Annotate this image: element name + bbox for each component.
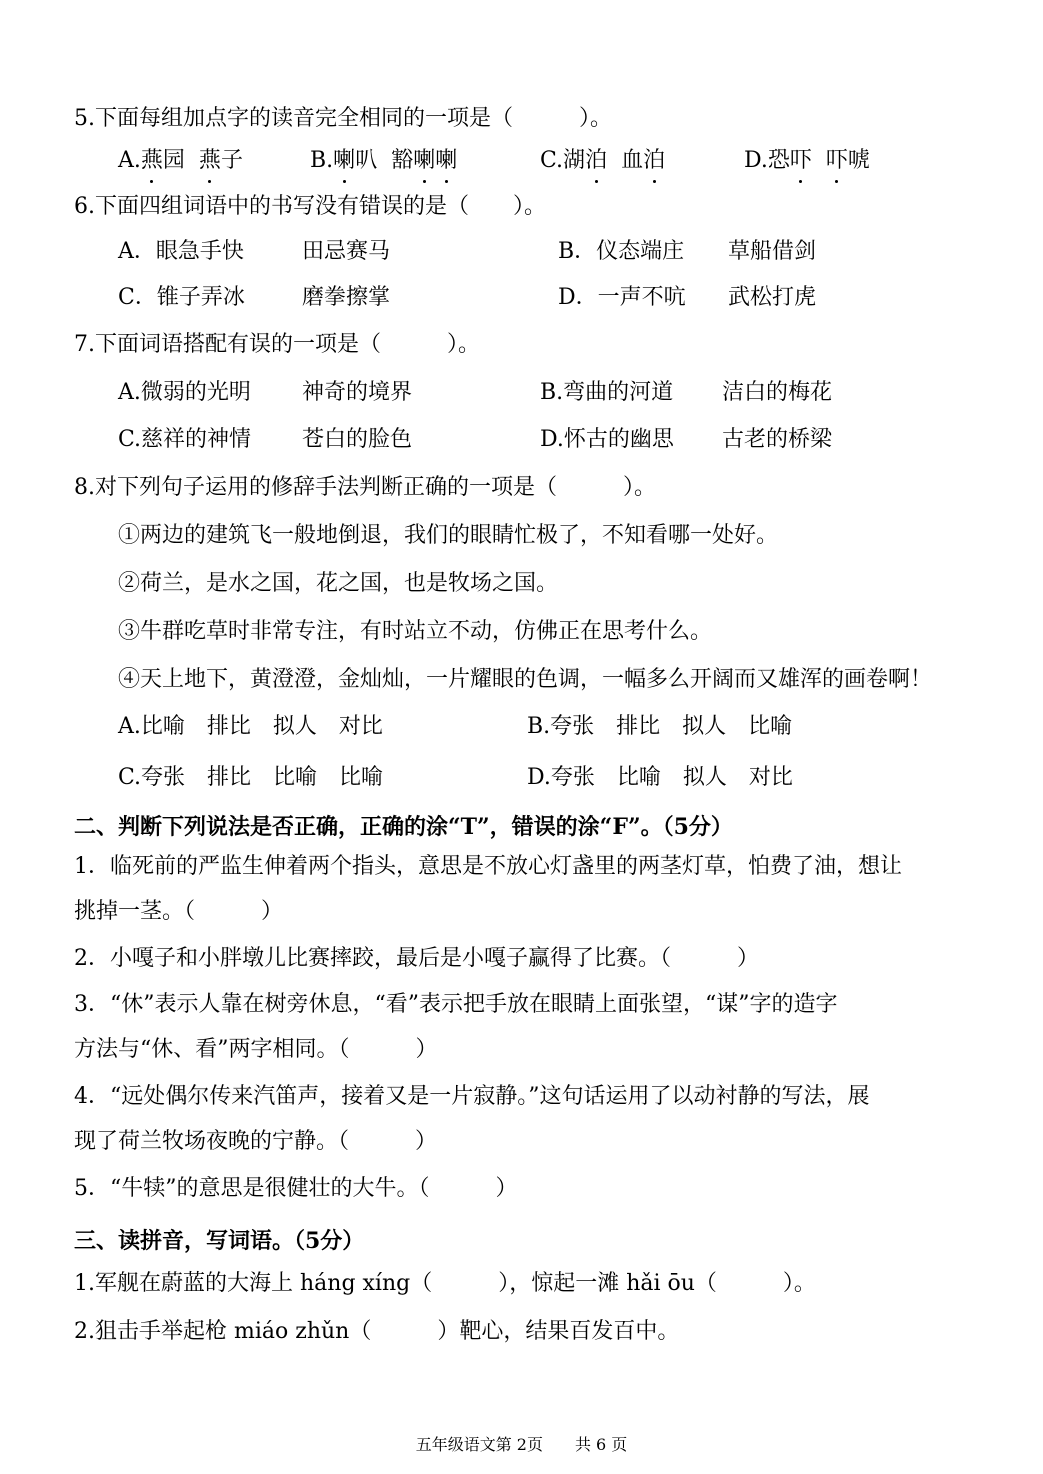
question-6-option-c-word1: C．锥子弄冰 <box>118 285 245 310</box>
section-3-title: 三、读拼音，写词语。（5分） <box>74 1228 365 1254</box>
section-2-item-1-line-2: 挑掉一茎。（ ） <box>74 899 284 924</box>
dotted-char: 燕 <box>199 146 221 176</box>
section-2-item-2: 2．小嘎子和小胖墩儿比赛摔跤，最后是小嘎子赢得了比赛。（ ） <box>74 946 759 971</box>
question-8-option-a: A.比喻 排比 拟人 对比 <box>118 714 383 739</box>
question-6-option-b-word2: 草船借剑 <box>728 239 817 264</box>
section-2-item-4-line-2: 现了荷兰牧场夜晚的宁静。（ ） <box>74 1129 438 1154</box>
question-7-option-c-word1: C.慈祥的神情 <box>118 427 252 452</box>
dotted-char: 燕 <box>141 146 163 176</box>
question-5-option-b <box>310 146 457 176</box>
question-5-option-a <box>118 146 243 176</box>
dotted-char: 吓 <box>790 146 812 176</box>
question-6-option-c-word2: 磨拳擦掌 <box>302 285 391 310</box>
plain-char: 恐 <box>767 148 790 173</box>
question-7-option-a-word1: A.微弱的光明 <box>118 380 251 405</box>
question-7-option-c-word2: 苍白的脸色 <box>302 427 413 452</box>
section-2-item-5: 5．“牛犊”的意思是很健壮的大牛。（ ） <box>74 1176 518 1201</box>
page-footer: 五年级语文第 2页 共 6 页 <box>415 1435 628 1454</box>
question-7-option-d-word1: D.怀古的幽思 <box>540 427 674 452</box>
option-letter: D. <box>744 148 768 173</box>
section-2-item-3-line-2: 方法与“休、看”两字相同。（ ） <box>74 1037 438 1062</box>
question-7-option-b-word2: 洁白的梅花 <box>722 380 833 405</box>
question-8-option-b: B.夸张 排比 拟人 比喻 <box>527 714 793 739</box>
plain-char: 豁 <box>391 148 414 173</box>
section-3-item-1: 1.军舰在蔚蓝的大海上 háng xíng（ ），惊起一滩 hǎi ōu（ ）。 <box>74 1271 816 1296</box>
question-7-option-a-word2: 神奇的境界 <box>302 380 413 405</box>
question-8-stem: 8.对下列句子运用的修辞手法判断正确的一项是（ ）。 <box>74 475 656 500</box>
option-letter: A. <box>118 148 141 173</box>
section-2-item-1-line-1: 1．临死前的严监生伸着两个指头，意思是不放心灯盏里的两茎灯草，怕费了油，想让 <box>74 854 902 879</box>
question-6-option-a-word2: 田忌赛马 <box>302 239 391 264</box>
dotted-char: 泊 <box>643 146 665 176</box>
option-letter: B. <box>310 148 334 173</box>
question-6-option-a-word1: A．眼急手快 <box>118 239 244 264</box>
dotted-char: 喇 <box>333 146 355 176</box>
question-7-stem: 7.下面词语搭配有误的一项是（ ）。 <box>74 332 480 357</box>
question-8-sentence-3: ③牛群吃草时非常专注，有时站立不动，仿佛正在思考什么。 <box>118 619 713 644</box>
question-8-option-d: D.夸张 比喻 拟人 对比 <box>527 765 793 790</box>
plain-char: 园 <box>162 148 185 173</box>
question-8-sentence-4: ④天上地下，黄澄澄，金灿灿，一片耀眼的色调，一幅多么开阔而又雄浑的画卷啊！ <box>118 667 933 692</box>
question-6-option-d-word1: D．一声不吭 <box>558 285 686 310</box>
plain-char: 子 <box>220 148 243 173</box>
question-6-option-b-word1: B．仪态端庄 <box>558 239 685 264</box>
question-7-option-b-word1: B.弯曲的河道 <box>540 380 674 405</box>
question-8-sentence-1: ①两边的建筑飞一般地倒退，我们的眼睛忙极了，不知看哪一处好。 <box>118 523 779 548</box>
section-2-item-3-line-1: 3．“休”表示人靠在树旁休息，“看”表示把手放在眼睛上面张望，“谋”字的造字 <box>74 992 838 1017</box>
option-letter: C. <box>540 148 564 173</box>
plain-char: 血 <box>621 148 644 173</box>
dotted-char: 喇 <box>435 146 457 176</box>
question-5-stem: 5.下面每组加点字的读音完全相同的一项是（ ）。 <box>74 106 612 131</box>
question-5-option-d <box>744 146 870 176</box>
question-8-option-c: C.夸张 排比 比喻 比喻 <box>118 765 384 790</box>
plain-char: 叭 <box>355 148 378 173</box>
section-2-item-4-line-1: 4．“远处偶尔传来汽笛声，接着又是一片寂静。”这句话运用了以动衬静的写法，展 <box>74 1084 870 1109</box>
question-6-stem: 6.下面四组词语中的书写没有错误的是（ ）。 <box>74 194 546 219</box>
dotted-char: 喇 <box>413 146 435 176</box>
question-8-sentence-2: ②荷兰，是水之国，花之国，也是牧场之国。 <box>118 571 559 596</box>
question-6-option-d-word2: 武松打虎 <box>728 285 817 310</box>
dotted-char: 泊 <box>585 146 607 176</box>
question-7-option-d-word2: 古老的桥梁 <box>722 427 833 452</box>
plain-char: 湖 <box>563 148 586 173</box>
dotted-char: 吓 <box>826 146 848 176</box>
section-2-title: 二、判断下列说法是否正确，正确的涂“T”，错误的涂“F”。（5分） <box>74 814 733 840</box>
question-5-option-c <box>540 146 665 176</box>
section-3-item-2: 2.狙击手举起枪 miáo zhǔn（ ）靶心，结果百发百中。 <box>74 1319 680 1344</box>
plain-char: 唬 <box>847 148 870 173</box>
